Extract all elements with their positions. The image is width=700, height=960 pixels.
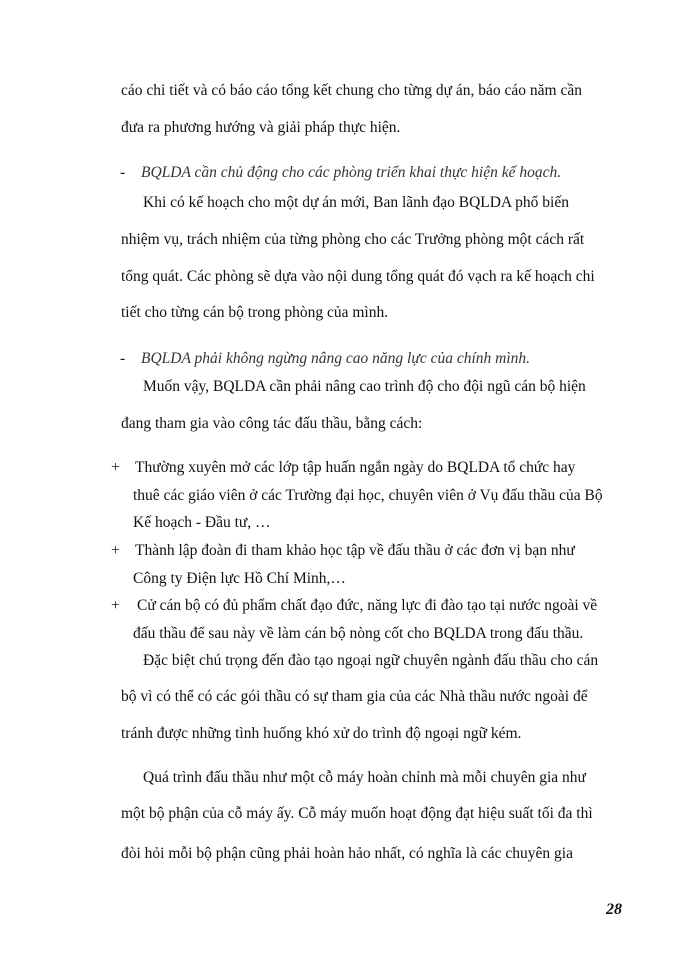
page-number: 28 — [606, 901, 622, 918]
italic-heading: BQLDA phải không ngừng nâng cao năng lực của chính mình. — [141, 350, 531, 367]
text-line: đang tham gia vào công tác đấu thầu, bằng cách: — [121, 415, 423, 432]
list-item-line: Cử cán bộ có đủ phẩm chất đạo đức, năng lực đi đào tạo tại nước ngoài về — [137, 597, 598, 614]
text-line: Đặc biệt chú trọng đến đào tạo ngoại ngữ chuyên ngành đấu thầu cho cán — [143, 652, 599, 669]
text-line: đòi hỏi mỗi bộ phận cũng phải hoàn hảo nhất, có nghĩa là các chuyên gia — [121, 845, 573, 862]
list-item-line: đấu thầu để sau này về làm cán bộ nòng cốt cho BQLDA trong đấu thầu. — [133, 625, 584, 642]
text-line: đưa ra phương hướng và giải pháp thực hiện. — [121, 119, 401, 136]
list-item-line: Công ty Điện lực Hồ Chí Minh,… — [133, 570, 346, 587]
plus-bullet: + — [111, 542, 120, 559]
plus-bullet: + — [111, 597, 120, 614]
text-line: tiết cho từng cán bộ trong phòng của mình. — [121, 304, 389, 321]
list-item-line: Kế hoạch - Đầu tư, … — [133, 514, 271, 531]
italic-heading: BQLDA cần chủ động cho các phòng triển khai thực hiện kế hoạch. — [141, 164, 562, 181]
list-item-line: thuê các giáo viên ở các Trường đại học, chuyên viên ở Vụ đấu thầu của Bộ — [133, 487, 603, 504]
text-line: cáo chi tiết và có báo cáo tổng kết chung cho từng dự án, báo cáo năm cần — [121, 82, 582, 99]
text-line: Khi có kế hoạch cho một dự án mới, Ban lãnh đạo BQLDA phổ biến — [143, 194, 569, 211]
list-item-line: Thường xuyên mở các lớp tập huấn ngắn ngày do BQLDA tổ chức hay — [135, 459, 576, 476]
text-line: Quá trình đấu thầu như một cỗ máy hoàn chỉnh mà mỗi chuyên gia như — [143, 769, 586, 786]
plus-bullet: + — [111, 459, 120, 476]
text-line: tổng quát. Các phòng sẽ dựa vào nội dung tổng quát đó vạch ra kế hoạch chi — [121, 268, 595, 285]
text-line: Muốn vậy, BQLDA cần phải nâng cao trình độ cho đội ngũ cán bộ hiện — [143, 378, 586, 395]
dash-bullet: - — [120, 350, 126, 367]
text-line: tránh được những tình huống khó xử do trình độ ngoại ngữ kém. — [121, 725, 522, 742]
text-line: bộ vì có thể có các gói thầu có sự tham gia của các Nhà thầu nước ngoài để — [121, 688, 588, 705]
text-line: một bộ phận của cỗ máy ấy. Cỗ máy muốn hoạt động đạt hiệu suất tối đa thì — [121, 805, 593, 822]
text-line: nhiệm vụ, trách nhiệm của từng phòng cho các Trưởng phòng một cách rất — [121, 231, 585, 248]
list-item-line: Thành lập đoàn đi tham khảo học tập về đấu thầu ở các đơn vị bạn như — [135, 542, 575, 559]
dash-bullet: - — [120, 164, 126, 181]
